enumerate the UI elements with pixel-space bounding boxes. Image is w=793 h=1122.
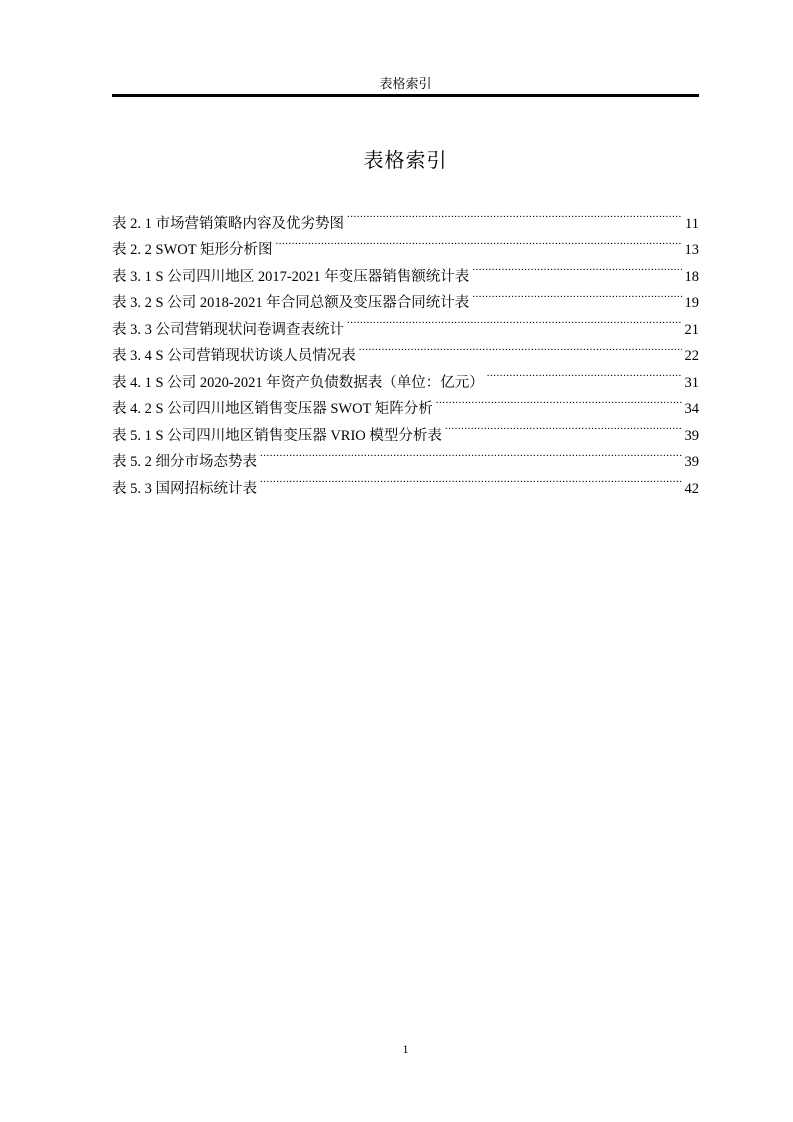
dot-leader	[472, 281, 681, 308]
toc-entry-page: 34	[684, 401, 699, 417]
toc-entry-page: 11	[685, 215, 699, 232]
header-rule	[112, 94, 699, 97]
dot-leader	[445, 413, 682, 440]
dot-leader	[260, 440, 682, 467]
toc-entry-page: 18	[684, 268, 699, 285]
toc-entry-page: 22	[684, 348, 699, 364]
toc-entry[interactable]	[112, 201, 699, 232]
toc-entry-label: 表 3. 3 公司营销现状问卷调查表统计	[112, 321, 344, 338]
running-header: 表格索引	[379, 76, 432, 91]
page-title: 表格索引	[363, 148, 448, 172]
table-index-list	[112, 201, 699, 497]
dot-leader	[487, 360, 682, 387]
dot-leader	[347, 307, 682, 334]
dot-leader	[436, 387, 682, 414]
toc-entry-page: 19	[684, 295, 699, 311]
toc-entry-label: 表 2. 2 SWOT 矩形分析图	[112, 242, 273, 258]
toc-entry-label: 表 5. 1 S 公司四川地区销售变压器 VRIO 模型分析表	[112, 427, 442, 444]
dot-leader	[275, 228, 681, 255]
toc-entry-page: 21	[684, 321, 699, 338]
toc-entry-page: 39	[684, 427, 699, 444]
toc-entry-label: 表 3. 4 S 公司营销现状访谈人员情况表	[112, 348, 356, 364]
toc-entry-label: 表 4. 1 S 公司 2020-2021 年资产负债数据表（单位：亿元）	[112, 374, 484, 391]
dot-leader	[472, 254, 681, 281]
toc-entry-label: 表 5. 2 细分市场态势表	[112, 454, 257, 470]
dot-leader	[260, 466, 682, 493]
toc-entry-page: 31	[684, 374, 699, 391]
page-number: 1	[402, 1042, 409, 1056]
toc-entry-label: 表 3. 1 S 公司四川地区 2017-2021 年变压器销售额统计表	[112, 268, 470, 285]
dot-leader	[359, 334, 682, 361]
toc-entry-label: 表 2. 1 市场营销策略内容及优劣势图	[112, 215, 344, 232]
toc-entry-page: 42	[684, 480, 699, 497]
toc-entry-page: 13	[684, 242, 699, 258]
toc-entry-label: 表 5. 3 国网招标统计表	[112, 480, 257, 497]
dot-leader	[347, 201, 682, 228]
toc-entry-label: 表 4. 2 S 公司四川地区销售变压器 SWOT 矩阵分析	[112, 401, 433, 417]
toc-entry-label: 表 3. 2 S 公司 2018-2021 年合同总额及变压器合同统计表	[112, 295, 470, 311]
toc-entry-page: 39	[684, 454, 699, 470]
